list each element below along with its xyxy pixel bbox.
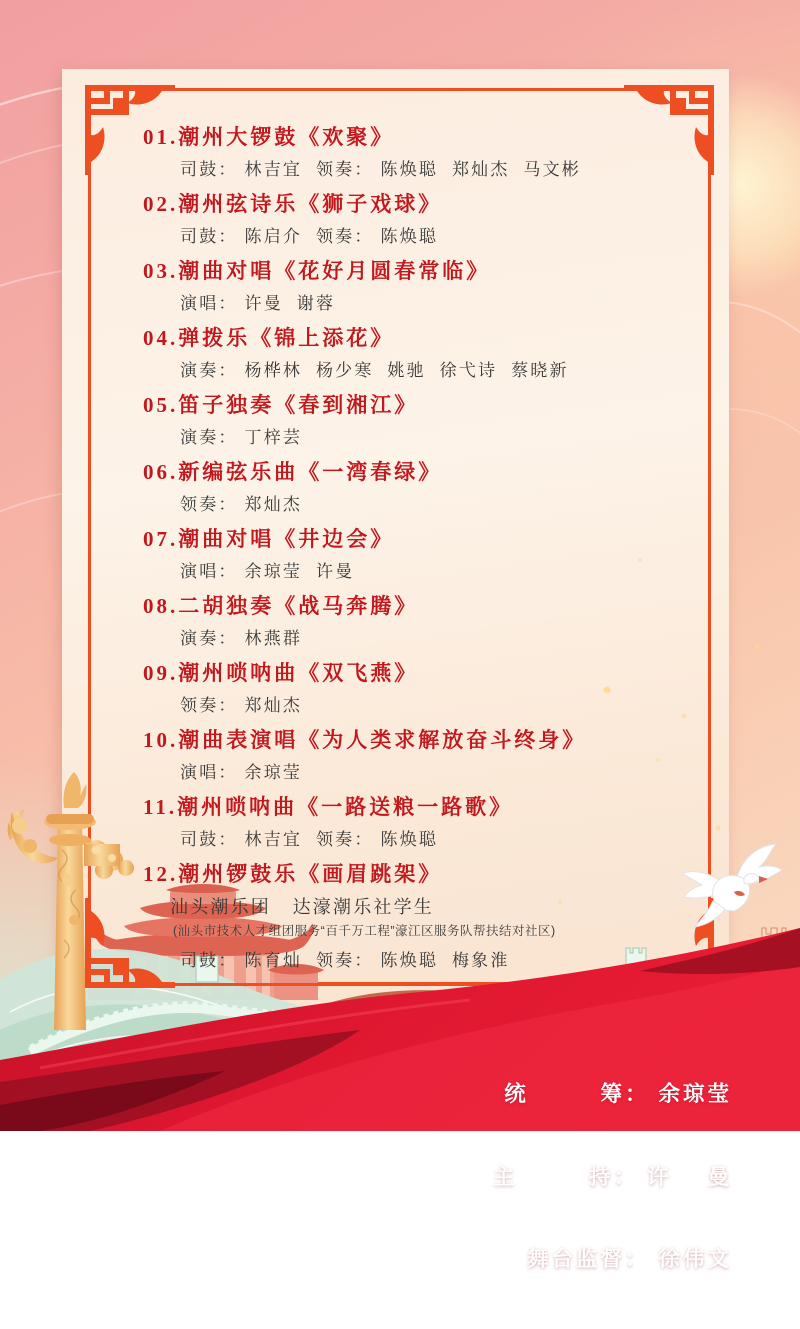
program-item-title: 08.二胡独奏《战马奔腾》	[143, 594, 419, 618]
program-item	[143, 459, 699, 517]
program-item	[143, 660, 699, 718]
credit-line-stage-supervisor: 舞台监督： 徐伟文	[527, 1247, 732, 1271]
program-item-title: 06.新编弦乐曲《一湾春绿》	[143, 460, 443, 484]
program-item-performers: 演奏： 林燕群	[180, 629, 303, 648]
program-item-title: 09.潮州唢呐曲《双飞燕》	[143, 661, 419, 685]
program-item	[143, 258, 699, 316]
credits-block	[493, 1026, 732, 1329]
dove-icon	[678, 840, 788, 940]
credit-line-coordinator: 统 筹： 余琼莹	[504, 1082, 732, 1106]
program-item	[143, 191, 699, 249]
program-item-title: 04.弹拨乐《锦上添花》	[143, 326, 395, 350]
program-item	[143, 325, 699, 383]
credit-line-host: 主 持： 许 曼	[492, 1164, 732, 1189]
program-item-performers: 司鼓： 林吉宜 领奏： 陈焕聪	[180, 830, 439, 849]
program-item-title: 10.潮曲表演唱《为人类求解放奋斗终身》	[143, 728, 587, 752]
program-item-performers: 领奏： 郑灿杰	[180, 495, 303, 514]
program-item	[143, 593, 699, 651]
program-item-title: 11.潮州唢呐曲《一路送粮一路歌》	[143, 795, 514, 819]
program-item-performers: 演奏： 丁梓芸	[180, 428, 303, 447]
program-item	[143, 392, 699, 450]
program-item-performers: 演奏： 杨桦林 杨少寒 姚驰 徐弋诗 蔡晓新	[180, 361, 569, 380]
program-item-performers: 演唱： 许曼 谢蓉	[180, 294, 336, 313]
program-item-performers: 汕头潮乐团 达濠潮乐社学生	[170, 897, 435, 917]
program-item-title: 12.潮州锣鼓乐《画眉跳架》	[143, 862, 443, 886]
program-item	[143, 526, 699, 584]
program-item-performers: 演唱： 余琼莹	[180, 763, 303, 782]
program-item-note: (汕头市技术人才组团服务“百千万工程”濠江区服务队帮扶结对社区)	[173, 924, 556, 938]
program-item-performers: 司鼓： 陈育灿 领奏： 陈焕聪 梅象淮	[180, 951, 510, 970]
program-item-performers: 司鼓： 陈启介 领奏： 陈焕聪	[180, 227, 439, 246]
program-item-title: 05.笛子独奏《春到湘江》	[143, 393, 419, 417]
program-item-title: 01.潮州大锣鼓《欢聚》	[143, 125, 395, 149]
program-item-title: 03.潮曲对唱《花好月圆春常临》	[143, 259, 491, 283]
program-item-performers: 司鼓： 林吉宜 领奏： 陈焕聪 郑灿杰 马文彬	[180, 160, 581, 179]
program-item-title: 02.潮州弦诗乐《狮子戏球》	[143, 192, 443, 216]
program-item-performers: 演唱： 余琼莹 许曼	[180, 562, 355, 581]
program-item-performers: 领奏： 郑灿杰	[180, 696, 303, 715]
program-item	[143, 124, 699, 182]
program-item-title: 07.潮曲对唱《井边会》	[143, 527, 395, 551]
